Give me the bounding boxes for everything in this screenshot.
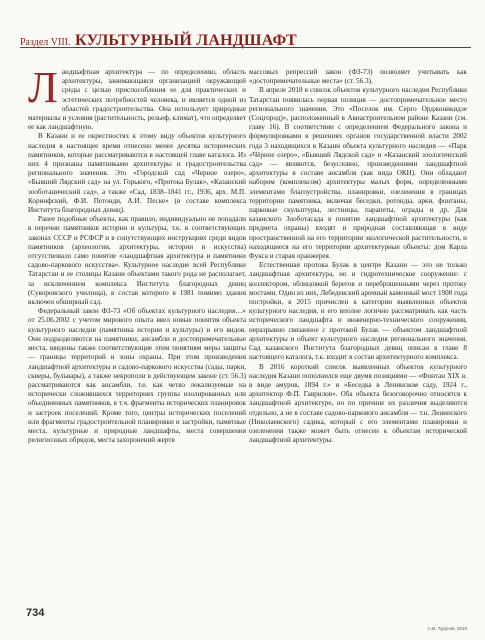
paragraph-2: В Казани и ее окрестностях к этому виду объектов культурного наследия в настоящее время отнесено менее десятка исторических памятников, которые рассматриваются в настоящей главе каталога. Из них 4 признаны памятниками архитектуры и градостроительства регионального значения. Это «Городской сад «Черное озеро», «Бывший Лядский сад» на ул. Горького, «Протока Булак», «Казанский зооботанический сад», а также «Сад, 1838–1841 гг., 1936, арх. М.П. Коринфский, Ф.И. Петонди, А.И. Песке» (в составе комплекса Института благородных девиц).: [28, 132, 246, 215]
paragraph-3: Ранее подобные объекты, как правило, индивидуально не попадали в перечни памятников истории и культуры, т.к. в соответствующих законах СССР и РСФСР и в сопутствующих инструкциях среди видов памятников (археологии, архитектуры, истории и искусства) отсутствовало само понятие «ландшафтная архитектура и памятники садово-паркового искусства». Культурное наследие всей Республики Татарстан и ее столицы Казани объектами такого рода не располагает, за исключением комплекса Института благородных девиц (Суворовского училища), в состав которого в 1981 помимо здания включен обширный сад.: [28, 215, 246, 307]
paragraph-4: Федеральный закон ФЗ-73 «Об объектах культурного наследия…» от 25.06.2002 с учетом мирового опыта ввел новые понятия объекта культурного наследия (памятника истории и культуры) и его видов. Они подразделяются на памятники, ансамбли и достопримечательные места, введены также соответствующие этим понятиям меры защиты — границы территорий и зоны охраны. При этом произведения ландшафтной архитектуры и садово-паркового искусства (сады, парки, скверы, бульвары), а также некрополи в действующем законе (ст. 56.3) рассматриваются как ансамбли, т.е. как четко локализуемые на исторически сложившихся территориях группы изолированных или объединенных памятников, в т.ч. фрагменты исторических планировок и застроек поселений. Кроме того, центры исторических поселений или фрагменты градостроительной планировки и застройки, памятные места, культурные и природные ландшафты, места совершения религиозных обрядов, места захоронений жертв: [28, 307, 246, 445]
paragraph-1: [28, 63, 246, 132]
section-number: Раздел VIII.: [20, 37, 71, 48]
left-column: [28, 63, 246, 445]
header-rule: [20, 47, 471, 48]
paragraph-7: Естественная протока Булак в центре Казани — это не только ландшафтная архитектура, но и гидротехническое сооружение: с коллектором, облицовкой берегов и переброшенными через протоку мостами. Один из них, Лебедевский арочный каменный мост 1908 года постройки, в 2015 причислен к категории выявленных объектов культурного наследия, и его вполне логично рассматривать как часть исторического ландшафта и инженерно-технического сооружения, неразрывно связанное с протокой Булак — объектом ландшафтной архитектуры и объект культурного наследия регионального значения. Сад казанского Института благородных девиц описан в главе 8 настоящего каталога, т.к. входит в состав архитектурного комплекса.: [249, 261, 467, 362]
running-header: [20, 26, 470, 48]
photo-credit: А.М. Турунов, 2019: [427, 626, 467, 631]
paragraph-1-text: андшафтная архитектура — по определению, область архитектуры, занимающаяся организацией окружающей среды с целью приспособления ее для практических и эстетических потребностей человека, и является одной из областей градостроительства. Она использует природные материалы и условия (растительность, рельеф, климат), что определяет ее как ландшафтную.: [28, 68, 246, 132]
chapter-title: КУЛЬТУРНЫЙ ЛАНДШАФТ: [75, 32, 297, 49]
paragraph-5: массовых репрессий закон (ФЗ-73) позволяет учитывать как «достопримечательные места» (ст. 56.3).: [249, 68, 467, 86]
page-number: 734: [26, 607, 45, 619]
paragraph-8: В 2016 короткий список выявленных объектов культурного наследия Казани пополнился еще двумя позициями — «Фонтан XIX в. в виде амуров, 1894 г.» и «Беседка в Ленинском саду, 1924 г., архитектор Ф.П. Гаврилов». Оба объекта безоговорочно относятся к ландшафтной архитектуре, но по причине их различия выделяются отдельно, а не в составе садово-паркового ансамбля — т.н. Ленинского (Николаевского) садика, который с его элементами планировки и озеленения также может быть отнесен к объектам исторической ландшафтной архитектуры.: [249, 362, 467, 445]
paragraph-6: В апреле 2018 в список объектов культурного наследия Республики Татарстан появилась первая позиция — достопримечательное место регионального значения. Это «Поселок им. Серго Орджоникидзе (Соцгород)», расположенный в Авиастроительном районе Казани (см. главу 16). В соответствии с определением Федерального закона и формулировками в решениях органов государственной власти 2002 года 3 находящихся в Казани объекта культурного наследия — «Парк «Чёрное озеро», «Бывший Лядской сад» и «Казанский зоологический сад» — являются, безусловно, произведениями ландшафтной архитектуры в составе ансамбля (как вида ОКН). Они обладают набором (комплексом) архитектуры малых форм, определенными элементами благоустройства, планировки, озеленения в границах территории памятника, включая беседки, ротонды, арки, фонтаны, парковые скульптуры, лестницы, парапеты, ограды и др. Для казанского Зооботасада в понятие ландшафтной архитектуры (как предмета охраны) входят и природная составляющая в виде пространственной на его территории экологической растительности, и находящиеся на его территории архитектурные объекты: дом Карла Фукса и старая оранжерея.: [249, 86, 467, 261]
drop-cap: Л: [28, 63, 58, 112]
right-column: [249, 68, 467, 445]
